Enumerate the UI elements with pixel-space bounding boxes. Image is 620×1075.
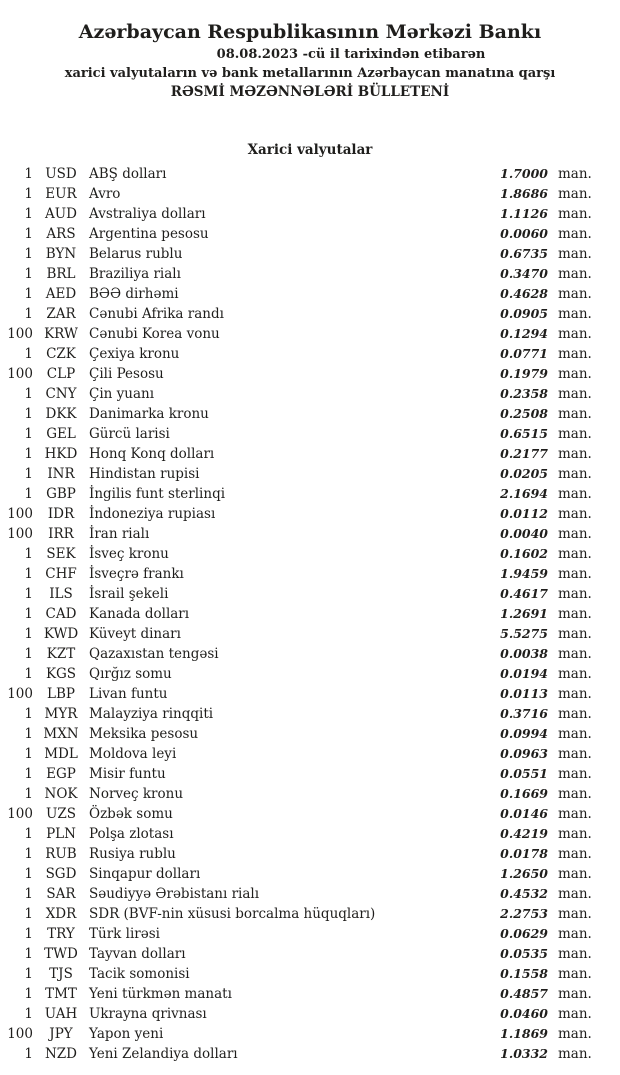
rate-row bbox=[0, 904, 620, 924]
rate-row bbox=[0, 1044, 620, 1064]
exchange-rates-table bbox=[0, 164, 620, 1064]
rate-value-cell: 1.0332 bbox=[500, 1046, 548, 1061]
currency-code-cell: AUD bbox=[45, 206, 77, 222]
currency-code-cell: BYN bbox=[45, 246, 77, 262]
quantity-cell: 100 bbox=[7, 1026, 33, 1042]
currency-name-cell: Qazaxıstan tengəsi bbox=[89, 646, 219, 662]
quantity-cell: 100 bbox=[7, 686, 33, 702]
rate-value-cell: 0.6515 bbox=[500, 426, 548, 441]
unit-label-cell: man. bbox=[558, 706, 592, 722]
currency-code-cell: ARS bbox=[46, 226, 76, 242]
unit-label-cell: man. bbox=[558, 506, 592, 522]
rate-row bbox=[0, 484, 620, 504]
currency-code-cell: TWD bbox=[44, 946, 78, 962]
quantity-cell: 1 bbox=[24, 546, 33, 562]
rate-row bbox=[0, 444, 620, 464]
currency-name-cell: Çili Pesosu bbox=[89, 366, 164, 382]
currency-name-cell: İran rialı bbox=[89, 526, 150, 542]
unit-label-cell: man. bbox=[558, 546, 592, 562]
section-title-foreign-currencies: Xarici valyutalar bbox=[247, 142, 373, 158]
rate-value-cell: 5.5275 bbox=[500, 626, 548, 641]
quantity-cell: 1 bbox=[24, 266, 33, 282]
rate-value-cell: 0.4628 bbox=[500, 286, 548, 301]
unit-label-cell: man. bbox=[558, 926, 592, 942]
rate-row bbox=[0, 364, 620, 384]
rate-value-cell: 0.4532 bbox=[500, 886, 548, 901]
rate-row bbox=[0, 944, 620, 964]
currency-name-cell: Norveç kronu bbox=[89, 786, 184, 802]
rate-row bbox=[0, 744, 620, 764]
rate-value-cell: 0.0112 bbox=[500, 506, 548, 521]
currency-code-cell: KWD bbox=[43, 626, 79, 642]
unit-label-cell: man. bbox=[558, 866, 592, 882]
currency-code-cell: XDR bbox=[45, 906, 77, 922]
currency-code-cell: PLN bbox=[46, 826, 76, 842]
rate-value-cell: 0.0205 bbox=[500, 466, 548, 481]
currency-code-cell: CAD bbox=[45, 606, 77, 622]
quantity-cell: 1 bbox=[24, 986, 33, 1002]
rate-row bbox=[0, 504, 620, 524]
rate-value-cell: 0.0771 bbox=[500, 346, 548, 361]
effective-date-line: 08.08.2023 -cü il tarixindən etibarən bbox=[216, 47, 486, 62]
rate-row bbox=[0, 404, 620, 424]
quantity-cell: 1 bbox=[24, 826, 33, 842]
unit-label-cell: man. bbox=[558, 606, 592, 622]
currency-name-cell: Qırğız somu bbox=[89, 666, 172, 682]
currency-code-cell: HKD bbox=[44, 446, 78, 462]
quantity-cell: 1 bbox=[24, 766, 33, 782]
currency-name-cell: Çexiya kronu bbox=[89, 346, 180, 362]
rate-value-cell: 1.2650 bbox=[500, 866, 548, 881]
currency-name-cell: Ukrayna qrivnası bbox=[89, 1006, 207, 1022]
currency-name-cell: Rusiya rublu bbox=[89, 846, 176, 862]
quantity-cell: 1 bbox=[24, 166, 33, 182]
quantity-cell: 100 bbox=[7, 806, 33, 822]
rate-value-cell: 0.0178 bbox=[500, 846, 548, 861]
currency-code-cell: SAR bbox=[46, 886, 76, 902]
currency-name-cell: Polşa zlotası bbox=[89, 826, 174, 842]
currency-code-cell: KGS bbox=[45, 666, 77, 682]
unit-label-cell: man. bbox=[558, 686, 592, 702]
quantity-cell: 1 bbox=[24, 246, 33, 262]
currency-name-cell: Cənubi Afrika randı bbox=[89, 306, 224, 322]
unit-label-cell: man. bbox=[558, 286, 592, 302]
quantity-cell: 1 bbox=[24, 906, 33, 922]
currency-name-cell: İsveçrə frankı bbox=[89, 566, 184, 582]
quantity-cell: 1 bbox=[24, 306, 33, 322]
rate-value-cell: 0.1294 bbox=[500, 326, 548, 341]
currency-code-cell: TJS bbox=[49, 966, 73, 982]
rate-row bbox=[0, 764, 620, 784]
unit-label-cell: man. bbox=[558, 1006, 592, 1022]
unit-label-cell: man. bbox=[558, 766, 592, 782]
unit-label-cell: man. bbox=[558, 786, 592, 802]
rate-value-cell: 0.0060 bbox=[500, 226, 548, 241]
rate-value-cell: 0.0963 bbox=[500, 746, 548, 761]
currency-name-cell: Yeni Zelandiya dolları bbox=[89, 1046, 238, 1062]
rate-value-cell: 1.9459 bbox=[500, 566, 548, 581]
quantity-cell: 1 bbox=[24, 946, 33, 962]
rate-value-cell: 0.0460 bbox=[500, 1006, 548, 1021]
rate-row bbox=[0, 724, 620, 744]
currency-code-cell: KZT bbox=[46, 646, 76, 662]
rate-row bbox=[0, 604, 620, 624]
currency-name-cell: İsrail şekeli bbox=[89, 586, 169, 602]
rate-row bbox=[0, 224, 620, 244]
currency-name-cell: Braziliya rialı bbox=[89, 266, 181, 282]
currency-code-cell: INR bbox=[47, 466, 75, 482]
quantity-cell: 1 bbox=[24, 926, 33, 942]
rate-value-cell: 1.2691 bbox=[500, 606, 548, 621]
rate-row bbox=[0, 644, 620, 664]
currency-code-cell: CZK bbox=[46, 346, 76, 362]
unit-label-cell: man. bbox=[558, 226, 592, 242]
rate-row bbox=[0, 684, 620, 704]
currency-name-cell: Tayvan dolları bbox=[89, 946, 186, 962]
quantity-cell: 1 bbox=[24, 466, 33, 482]
quantity-cell: 1 bbox=[24, 346, 33, 362]
currency-code-cell: TMT bbox=[45, 986, 77, 1002]
quantity-cell: 1 bbox=[24, 846, 33, 862]
currency-name-cell: Meksika pesosu bbox=[89, 726, 199, 742]
unit-label-cell: man. bbox=[558, 986, 592, 1002]
currency-name-cell: Yeni türkmən manatı bbox=[89, 986, 232, 1002]
unit-label-cell: man. bbox=[558, 566, 592, 582]
rate-value-cell: 0.0194 bbox=[500, 666, 548, 681]
quantity-cell: 1 bbox=[24, 186, 33, 202]
unit-label-cell: man. bbox=[558, 486, 592, 502]
rate-row bbox=[0, 204, 620, 224]
rate-row bbox=[0, 524, 620, 544]
quantity-cell: 1 bbox=[24, 966, 33, 982]
rate-value-cell: 0.4219 bbox=[500, 826, 548, 841]
quantity-cell: 1 bbox=[24, 666, 33, 682]
unit-label-cell: man. bbox=[558, 826, 592, 842]
currency-name-cell: Yapon yeni bbox=[89, 1026, 164, 1042]
unit-label-cell: man. bbox=[558, 426, 592, 442]
rate-value-cell: 0.0994 bbox=[500, 726, 548, 741]
currency-code-cell: CNY bbox=[45, 386, 77, 402]
rate-row bbox=[0, 784, 620, 804]
unit-label-cell: man. bbox=[558, 886, 592, 902]
unit-label-cell: man. bbox=[558, 846, 592, 862]
currency-name-cell: SDR (BVF-nin xüsusi borcalma hüquqları) bbox=[89, 906, 376, 922]
currency-code-cell: LBP bbox=[47, 686, 75, 702]
rate-row bbox=[0, 924, 620, 944]
currency-name-cell: Avro bbox=[89, 186, 121, 202]
currency-code-cell: TRY bbox=[47, 926, 75, 942]
currency-code-cell: USD bbox=[45, 166, 77, 182]
currency-name-cell: Cənubi Korea vonu bbox=[89, 326, 220, 342]
currency-code-cell: SEK bbox=[46, 546, 76, 562]
rate-row bbox=[0, 704, 620, 724]
rate-value-cell: 2.2753 bbox=[500, 906, 548, 921]
quantity-cell: 1 bbox=[24, 486, 33, 502]
quantity-cell: 1 bbox=[24, 786, 33, 802]
quantity-cell: 1 bbox=[24, 606, 33, 622]
currency-code-cell: UZS bbox=[45, 806, 76, 822]
currency-name-cell: İndoneziya rupiası bbox=[89, 506, 216, 522]
currency-name-cell: Səudiyyə Ərəbistanı rialı bbox=[89, 886, 260, 902]
rate-value-cell: 0.1669 bbox=[500, 786, 548, 801]
currency-name-cell: Tacik somonisi bbox=[89, 966, 190, 982]
rate-row bbox=[0, 1024, 620, 1044]
unit-label-cell: man. bbox=[558, 326, 592, 342]
currency-code-cell: AED bbox=[45, 286, 77, 302]
rate-value-cell: 1.1126 bbox=[500, 206, 548, 221]
currency-name-cell: Misir funtu bbox=[89, 766, 166, 782]
unit-label-cell: man. bbox=[558, 946, 592, 962]
currency-code-cell: UAH bbox=[44, 1006, 78, 1022]
currency-code-cell: CHF bbox=[45, 566, 77, 582]
unit-label-cell: man. bbox=[558, 266, 592, 282]
rate-row bbox=[0, 844, 620, 864]
rate-value-cell: 0.0113 bbox=[500, 686, 548, 701]
currency-name-cell: İsveç kronu bbox=[89, 546, 169, 562]
rate-value-cell: 0.2177 bbox=[500, 446, 548, 461]
rate-row bbox=[0, 544, 620, 564]
currency-code-cell: RUB bbox=[45, 846, 77, 862]
currency-code-cell: KRW bbox=[44, 326, 78, 342]
unit-label-cell: man. bbox=[558, 346, 592, 362]
unit-label-cell: man. bbox=[558, 906, 592, 922]
unit-label-cell: man. bbox=[558, 246, 592, 262]
quantity-cell: 1 bbox=[24, 626, 33, 642]
rate-row bbox=[0, 664, 620, 684]
currency-name-cell: Livan funtu bbox=[89, 686, 168, 702]
unit-label-cell: man. bbox=[558, 386, 592, 402]
bulletin-title: RƏSMİ MƏZƏNNƏLƏRİ BÜLLETENİ bbox=[170, 84, 450, 100]
currency-code-cell: MDL bbox=[44, 746, 78, 762]
unit-label-cell: man. bbox=[558, 626, 592, 642]
unit-label-cell: man. bbox=[558, 806, 592, 822]
quantity-cell: 1 bbox=[24, 586, 33, 602]
currency-code-cell: GEL bbox=[46, 426, 76, 442]
currency-name-cell: Danimarka kronu bbox=[89, 406, 209, 422]
currency-name-cell: Avstraliya dolları bbox=[89, 206, 206, 222]
rate-value-cell: 0.4857 bbox=[500, 986, 548, 1001]
rate-row bbox=[0, 324, 620, 344]
unit-label-cell: man. bbox=[558, 306, 592, 322]
rate-row bbox=[0, 584, 620, 604]
currency-name-cell: Küveyt dinarı bbox=[89, 626, 181, 642]
quantity-cell: 1 bbox=[24, 746, 33, 762]
quantity-cell: 1 bbox=[24, 286, 33, 302]
rate-row bbox=[0, 564, 620, 584]
unit-label-cell: man. bbox=[558, 446, 592, 462]
currency-name-cell: Belarus rublu bbox=[89, 246, 183, 262]
currency-name-cell: BƏƏ dirhəmi bbox=[89, 286, 179, 302]
rate-value-cell: 0.0038 bbox=[500, 646, 548, 661]
rate-row bbox=[0, 824, 620, 844]
currency-code-cell: ILS bbox=[49, 586, 73, 602]
currency-name-cell: Sinqapur dolları bbox=[89, 866, 201, 882]
unit-label-cell: man. bbox=[558, 1046, 592, 1062]
unit-label-cell: man. bbox=[558, 646, 592, 662]
unit-label-cell: man. bbox=[558, 586, 592, 602]
currency-code-cell: IDR bbox=[47, 506, 75, 522]
currency-code-cell: NZD bbox=[44, 1046, 78, 1062]
currency-code-cell: DKK bbox=[45, 406, 77, 422]
quantity-cell: 1 bbox=[24, 866, 33, 882]
quantity-cell: 1 bbox=[24, 426, 33, 442]
quantity-cell: 1 bbox=[24, 406, 33, 422]
currency-code-cell: CLP bbox=[46, 366, 76, 382]
currency-name-cell: Moldova leyi bbox=[89, 746, 177, 762]
currency-name-cell: Honq Konq dolları bbox=[89, 446, 215, 462]
rate-row bbox=[0, 804, 620, 824]
unit-label-cell: man. bbox=[558, 1026, 592, 1042]
rate-row bbox=[0, 184, 620, 204]
quantity-cell: 1 bbox=[24, 206, 33, 222]
rate-value-cell: 1.8686 bbox=[500, 186, 548, 201]
quantity-cell: 1 bbox=[24, 226, 33, 242]
rate-value-cell: 0.0146 bbox=[500, 806, 548, 821]
rate-value-cell: 0.2508 bbox=[500, 406, 548, 421]
rate-row bbox=[0, 464, 620, 484]
rate-row bbox=[0, 984, 620, 1004]
currency-code-cell: EGP bbox=[46, 766, 76, 782]
rate-value-cell: 0.0535 bbox=[500, 946, 548, 961]
unit-label-cell: man. bbox=[558, 466, 592, 482]
quantity-cell: 1 bbox=[24, 1006, 33, 1022]
unit-label-cell: man. bbox=[558, 406, 592, 422]
quantity-cell: 100 bbox=[7, 526, 33, 542]
currency-name-cell: Gürcü larisi bbox=[89, 426, 170, 442]
quantity-cell: 1 bbox=[24, 886, 33, 902]
currency-code-cell: ZAR bbox=[46, 306, 76, 322]
currency-code-cell: MXN bbox=[43, 726, 79, 742]
quantity-cell: 1 bbox=[24, 1046, 33, 1062]
currency-name-cell: İngilis funt sterlinqi bbox=[89, 486, 226, 502]
rate-value-cell: 0.2358 bbox=[500, 386, 548, 401]
rate-value-cell: 0.0905 bbox=[500, 306, 548, 321]
rate-value-cell: 0.1979 bbox=[500, 366, 548, 381]
rate-row bbox=[0, 164, 620, 184]
subtitle-line: xarici valyutaların və bank metallarının Azərbaycan manatına qarşı bbox=[64, 66, 556, 81]
rate-row bbox=[0, 304, 620, 324]
rate-row bbox=[0, 424, 620, 444]
currency-code-cell: EUR bbox=[45, 186, 77, 202]
unit-label-cell: man. bbox=[558, 746, 592, 762]
currency-code-cell: SGD bbox=[45, 866, 77, 882]
currency-code-cell: GBP bbox=[46, 486, 76, 502]
quantity-cell: 1 bbox=[24, 706, 33, 722]
quantity-cell: 100 bbox=[7, 366, 33, 382]
currency-name-cell: Hindistan rupisi bbox=[89, 466, 200, 482]
unit-label-cell: man. bbox=[558, 186, 592, 202]
currency-name-cell: Çin yuanı bbox=[89, 386, 155, 402]
rate-value-cell: 0.3470 bbox=[500, 266, 548, 281]
quantity-cell: 1 bbox=[24, 566, 33, 582]
quantity-cell: 1 bbox=[24, 386, 33, 402]
rate-row bbox=[0, 264, 620, 284]
rate-row bbox=[0, 344, 620, 364]
currency-name-cell: Türk lirəsi bbox=[89, 926, 160, 942]
currency-code-cell: IRR bbox=[48, 526, 74, 542]
rate-value-cell: 2.1694 bbox=[500, 486, 548, 501]
unit-label-cell: man. bbox=[558, 666, 592, 682]
rate-row bbox=[0, 284, 620, 304]
currency-code-cell: MYR bbox=[44, 706, 78, 722]
rate-value-cell: 0.4617 bbox=[500, 586, 548, 601]
rate-row bbox=[0, 864, 620, 884]
rate-row bbox=[0, 1004, 620, 1024]
unit-label-cell: man. bbox=[558, 366, 592, 382]
unit-label-cell: man. bbox=[558, 166, 592, 182]
quantity-cell: 1 bbox=[24, 726, 33, 742]
rate-row bbox=[0, 384, 620, 404]
currency-name-cell: Kanada dolları bbox=[89, 606, 190, 622]
currency-name-cell: Özbək somu bbox=[89, 806, 173, 822]
rate-value-cell: 0.3716 bbox=[500, 706, 548, 721]
rate-value-cell: 0.0551 bbox=[500, 766, 548, 781]
rate-row bbox=[0, 244, 620, 264]
quantity-cell: 100 bbox=[7, 506, 33, 522]
unit-label-cell: man. bbox=[558, 966, 592, 982]
unit-label-cell: man. bbox=[558, 206, 592, 222]
rate-value-cell: 0.0040 bbox=[500, 526, 548, 541]
currency-code-cell: BRL bbox=[46, 266, 76, 282]
unit-label-cell: man. bbox=[558, 726, 592, 742]
rate-row bbox=[0, 964, 620, 984]
currency-code-cell: JPY bbox=[49, 1026, 73, 1042]
quantity-cell: 100 bbox=[7, 326, 33, 342]
currency-name-cell: Malayziya rinqqiti bbox=[89, 706, 214, 722]
page-title: Azərbaycan Respublikasının Mərkəzi Bankı bbox=[78, 21, 542, 43]
unit-label-cell: man. bbox=[558, 526, 592, 542]
rate-row bbox=[0, 884, 620, 904]
rate-value-cell: 1.7000 bbox=[500, 166, 548, 181]
rate-value-cell: 0.1558 bbox=[500, 966, 548, 981]
quantity-cell: 1 bbox=[24, 646, 33, 662]
currency-code-cell: NOK bbox=[44, 786, 78, 802]
rate-value-cell: 0.1602 bbox=[500, 546, 548, 561]
rate-value-cell: 0.6735 bbox=[500, 246, 548, 261]
rate-row bbox=[0, 624, 620, 644]
currency-name-cell: Argentina pesosu bbox=[89, 226, 209, 242]
rate-value-cell: 0.0629 bbox=[500, 926, 548, 941]
currency-name-cell: ABŞ dolları bbox=[89, 166, 167, 182]
quantity-cell: 1 bbox=[24, 446, 33, 462]
rate-value-cell: 1.1869 bbox=[500, 1026, 548, 1041]
